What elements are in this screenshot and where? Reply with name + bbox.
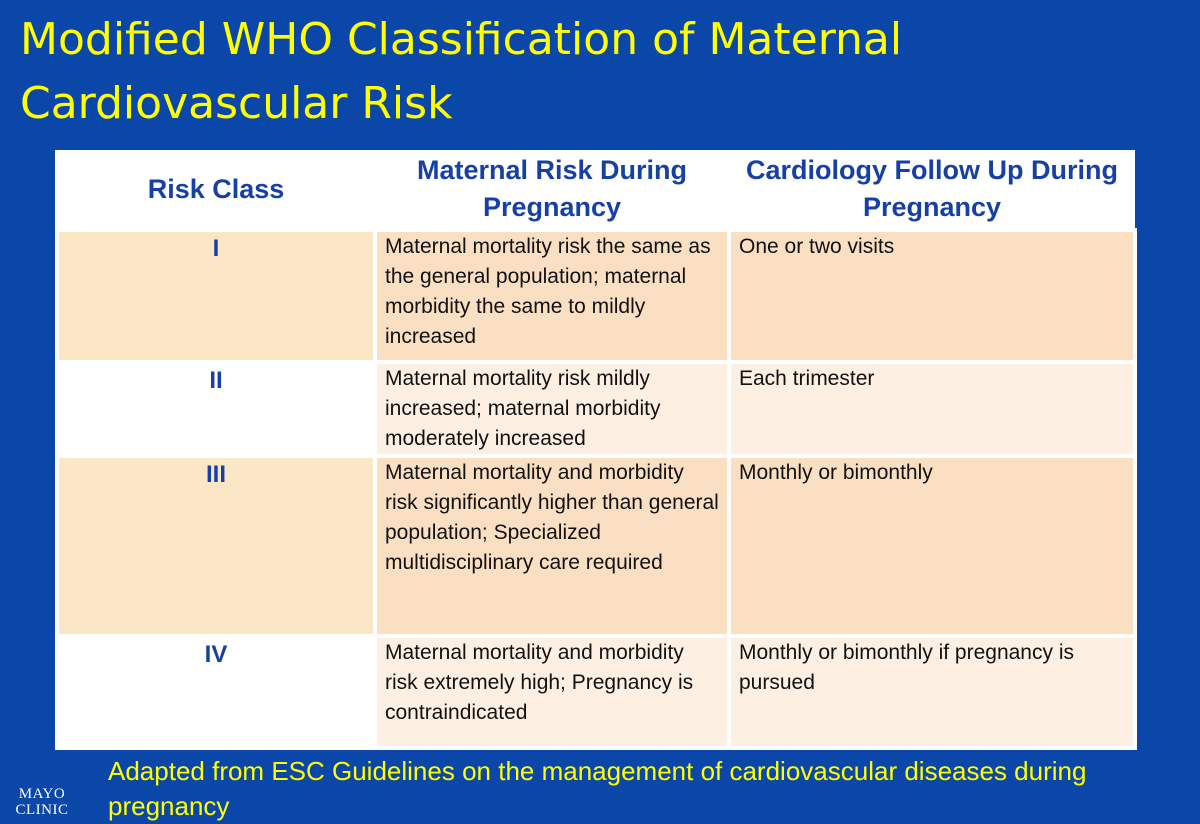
- logo-line-2: CLINIC: [15, 802, 69, 818]
- maternal-risk-cell: Maternal mortality risk mildly increased; maternal morbidity moderately increased: [375, 362, 729, 456]
- follow-up-cell: Each trimester: [729, 362, 1135, 456]
- table-row: [57, 362, 1135, 456]
- slide-title: Modified WHO Classification of Maternal Cardiovascular Risk: [20, 14, 903, 129]
- maternal-risk-cell: Maternal mortality and morbidity risk significantly higher than general population; Specialized multidisciplinary care required: [375, 456, 729, 636]
- table-header-row: [57, 150, 1135, 230]
- maternal-risk-cell: Maternal mortality and morbidity risk extremely high; Pregnancy is contraindicated: [375, 636, 729, 748]
- risk-class-cell: I: [57, 230, 375, 362]
- table-row: [57, 456, 1135, 636]
- logo-line-1: MAYO: [18, 786, 66, 802]
- table-row: [57, 636, 1135, 748]
- follow-up-cell: Monthly or bimonthly: [729, 456, 1135, 636]
- risk-classification-table: [55, 150, 1133, 744]
- table-row: [57, 230, 1135, 362]
- risk-class-cell: II: [57, 362, 375, 456]
- risk-class-cell: III: [57, 456, 375, 636]
- risk-class-cell: IV: [57, 636, 375, 748]
- header-risk-class: Risk Class: [57, 150, 375, 230]
- follow-up-cell: Monthly or bimonthly if pregnancy is pursued: [729, 636, 1135, 748]
- source-citation: Adapted from ESC Guidelines on the management of cardiovascular diseases during pregnancy: [108, 756, 1087, 821]
- follow-up-cell: One or two visits: [729, 230, 1135, 362]
- mayo-clinic-logo: [12, 786, 72, 818]
- header-cardiology-follow-up: Cardiology Follow Up During Pregnancy: [729, 150, 1135, 230]
- maternal-risk-cell: Maternal mortality risk the same as the general population; maternal morbidity the same to mildly increased: [375, 230, 729, 362]
- header-maternal-risk: Maternal Risk During Pregnancy: [375, 150, 729, 230]
